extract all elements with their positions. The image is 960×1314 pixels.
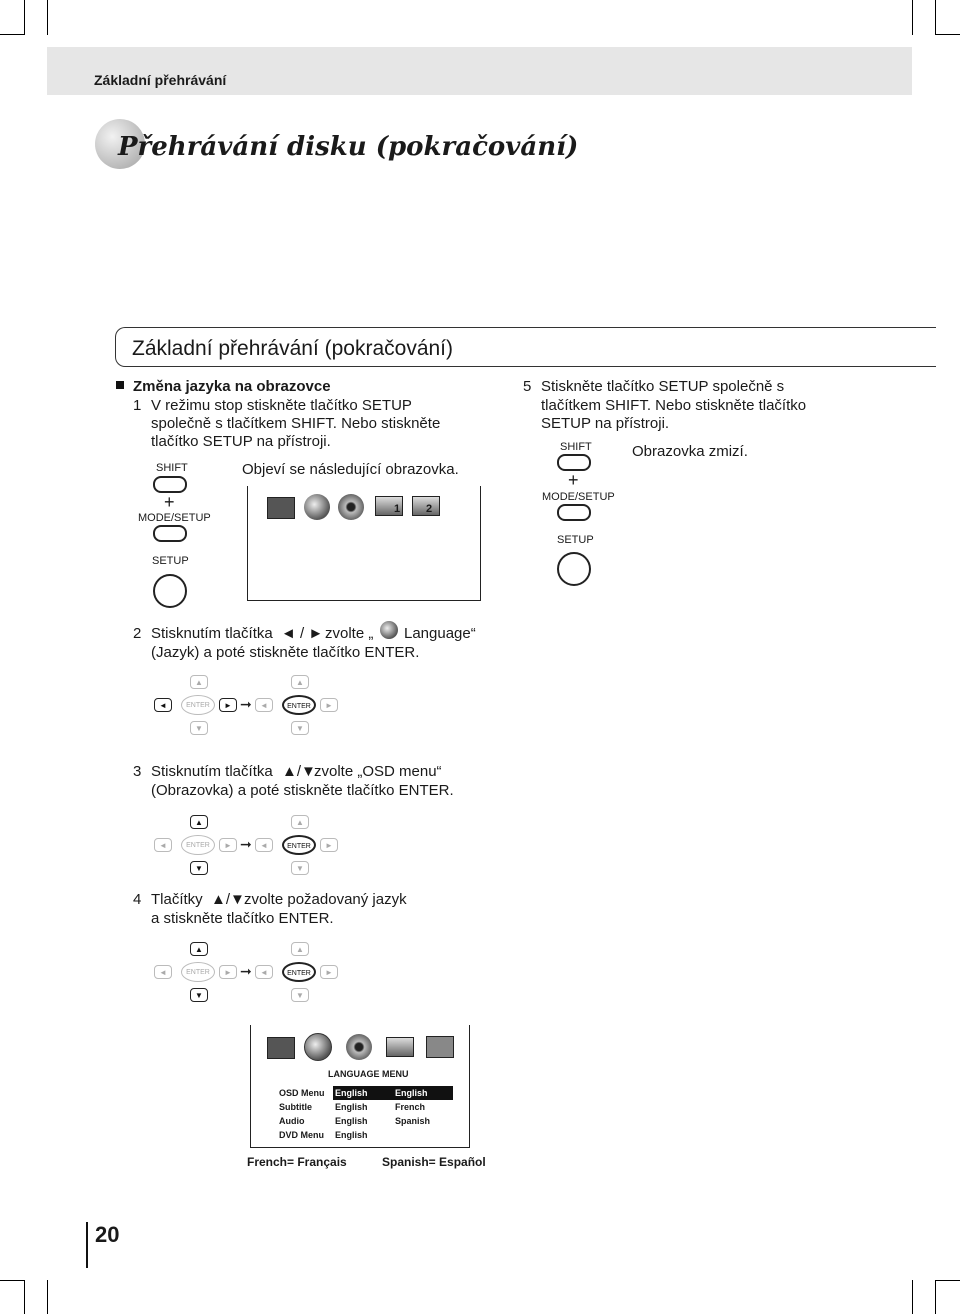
- plus-sign-5: +: [568, 470, 579, 490]
- crop-mark: [47, 0, 48, 35]
- mode-setup-button[interactable]: [153, 525, 187, 542]
- crop-mark: [936, 1280, 960, 1281]
- up-down-arrows-icon: ▲/▼: [282, 763, 316, 780]
- row-label: Audio: [279, 1116, 305, 1126]
- speaker-icon: [346, 1034, 372, 1060]
- remote-pad-lr-1: ▲ ◄ ENTER ► ▼: [154, 675, 244, 735]
- monitor-2-number: 2: [426, 503, 433, 515]
- left-right-arrows-icon: ◄ / ►: [281, 625, 324, 642]
- step-2-line-1a: Stisknutím tlačítka: [151, 625, 273, 642]
- plus-sign: +: [164, 492, 175, 512]
- step-4-line-1b: zvolte požadovaný jazyk: [244, 891, 407, 908]
- step-5-note: Obrazovka zmizí.: [632, 443, 748, 460]
- table-row[interactable]: [277, 1086, 453, 1100]
- row-label: OSD Menu: [279, 1088, 325, 1098]
- setup-button[interactable]: [153, 574, 187, 608]
- remote-pad-ud-1: ▲ ◄ ENTER ► ▼: [154, 815, 244, 875]
- equalizer-icon: [426, 1036, 454, 1058]
- language-menu-table: [277, 1086, 453, 1142]
- step-4-line-1a: Tlačítky: [151, 891, 203, 908]
- globe-icon-small: [380, 621, 398, 639]
- step-4-line-2: a stiskněte tlačítko ENTER.: [151, 910, 334, 927]
- crop-mark: [935, 1280, 936, 1314]
- row-value: English: [333, 1086, 393, 1100]
- step-3-number: 3: [133, 763, 142, 780]
- step-3-line-1b: zvolte „OSD menu“: [314, 763, 442, 780]
- remote-pad-lr-2: ▲ ◄ ENTER ► ▼: [255, 675, 345, 735]
- crop-mark: [0, 34, 24, 35]
- tv-icon: [267, 497, 295, 519]
- table-row[interactable]: [277, 1100, 453, 1114]
- shift-label: SHIFT: [156, 462, 188, 474]
- step-3-line-2: (Obrazovka) a poté stiskněte tlačítko ENTER.: [151, 782, 454, 799]
- shift-label-5: SHIFT: [560, 441, 592, 453]
- row-value: English: [335, 1116, 368, 1126]
- flow-arrow: ➞: [240, 963, 252, 979]
- remote-pad-ud-2: ▲ ◄ ENTER ► ▼: [255, 815, 345, 875]
- crop-mark: [24, 1280, 25, 1314]
- flow-arrow: ➞: [240, 836, 252, 852]
- header-section: Základní přehrávání: [94, 72, 227, 88]
- crop-mark: [24, 0, 25, 35]
- crop-mark: [47, 1280, 48, 1314]
- setup-label: SETUP: [152, 555, 189, 567]
- step-5-line-3: SETUP na přístroji.: [541, 415, 670, 432]
- setup-label-5: SETUP: [557, 534, 594, 546]
- step-1-line-2: společně s tlačítkem SHIFT. Nebo stiskněte: [151, 415, 441, 432]
- speaker-icon: [338, 494, 364, 520]
- table-row[interactable]: [277, 1114, 453, 1128]
- section-title: Základní přehrávání (pokračování): [132, 337, 453, 360]
- crop-mark: [935, 0, 936, 35]
- step-1-note: Objeví se následující obrazovka.: [242, 461, 459, 478]
- footnote-spanish: Spanish= Español: [382, 1155, 486, 1169]
- row-value: English: [335, 1130, 368, 1140]
- crop-mark: [912, 1280, 913, 1314]
- row-value: English: [335, 1102, 368, 1112]
- shift-button[interactable]: [153, 476, 187, 493]
- footnote-french: French= Français: [247, 1155, 347, 1169]
- step-5-line-2: tlačítkem SHIFT. Nebo stiskněte tlačítko: [541, 397, 807, 414]
- page-number: 20: [95, 1222, 120, 1247]
- page-title: Přehrávání disku (pokračování): [118, 132, 579, 162]
- row-option: English: [393, 1086, 453, 1100]
- row-label: Subtitle: [279, 1102, 312, 1112]
- mode-setup-label: MODE/SETUP: [138, 512, 211, 524]
- setup-button-5[interactable]: [557, 552, 591, 586]
- row-option: French: [395, 1102, 426, 1112]
- shift-button-5[interactable]: [557, 454, 591, 471]
- up-down-arrows-icon-4: ▲/▼: [211, 891, 245, 908]
- subsection-title: Změna jazyka na obrazovce: [133, 378, 331, 395]
- crop-mark: [0, 1280, 24, 1281]
- remote-pad-ud-3: ▲ ◄ ENTER ► ▼: [154, 942, 244, 1002]
- step-5-number: 5: [523, 378, 532, 395]
- step-1-line-3: tlačítko SETUP na přístroji.: [151, 433, 331, 450]
- monitor-icon: [386, 1037, 414, 1057]
- flow-arrow: ➞: [240, 696, 252, 712]
- row-label: DVD Menu: [279, 1130, 324, 1140]
- step-5-line-1: Stiskněte tlačítko SETUP společně s: [541, 378, 785, 395]
- step-1-number: 1: [133, 397, 142, 414]
- mode-setup-button-5[interactable]: [557, 504, 591, 521]
- step-1-line-1: V režimu stop stiskněte tlačítko SETUP: [151, 397, 412, 414]
- step-2-line-1b: zvolte „: [325, 625, 374, 642]
- remote-pad-ud-4: ▲ ◄ ENTER ► ▼: [255, 942, 345, 1002]
- step-2-line-1c: Language“: [404, 625, 476, 642]
- table-row[interactable]: [277, 1128, 453, 1142]
- globe-icon: [304, 1033, 332, 1061]
- step-2-number: 2: [133, 625, 142, 642]
- square-bullet-icon: [116, 381, 124, 389]
- step-2-line-2: (Jazyk) a poté stiskněte tlačítko ENTER.: [151, 644, 420, 661]
- crop-mark: [912, 0, 913, 35]
- step-4-number: 4: [133, 891, 142, 908]
- monitor-1-number: 1: [394, 503, 401, 515]
- globe-icon: [304, 494, 330, 520]
- step-3-line-1a: Stisknutím tlačítka: [151, 763, 273, 780]
- language-menu-title: LANGUAGE MENU: [328, 1069, 409, 1079]
- mode-setup-label-5: MODE/SETUP: [542, 491, 615, 503]
- tv-icon: [267, 1037, 295, 1059]
- crop-mark: [936, 34, 960, 35]
- row-option: Spanish: [395, 1116, 431, 1126]
- page-number-rule: [86, 1222, 88, 1268]
- row-option: [393, 1128, 453, 1142]
